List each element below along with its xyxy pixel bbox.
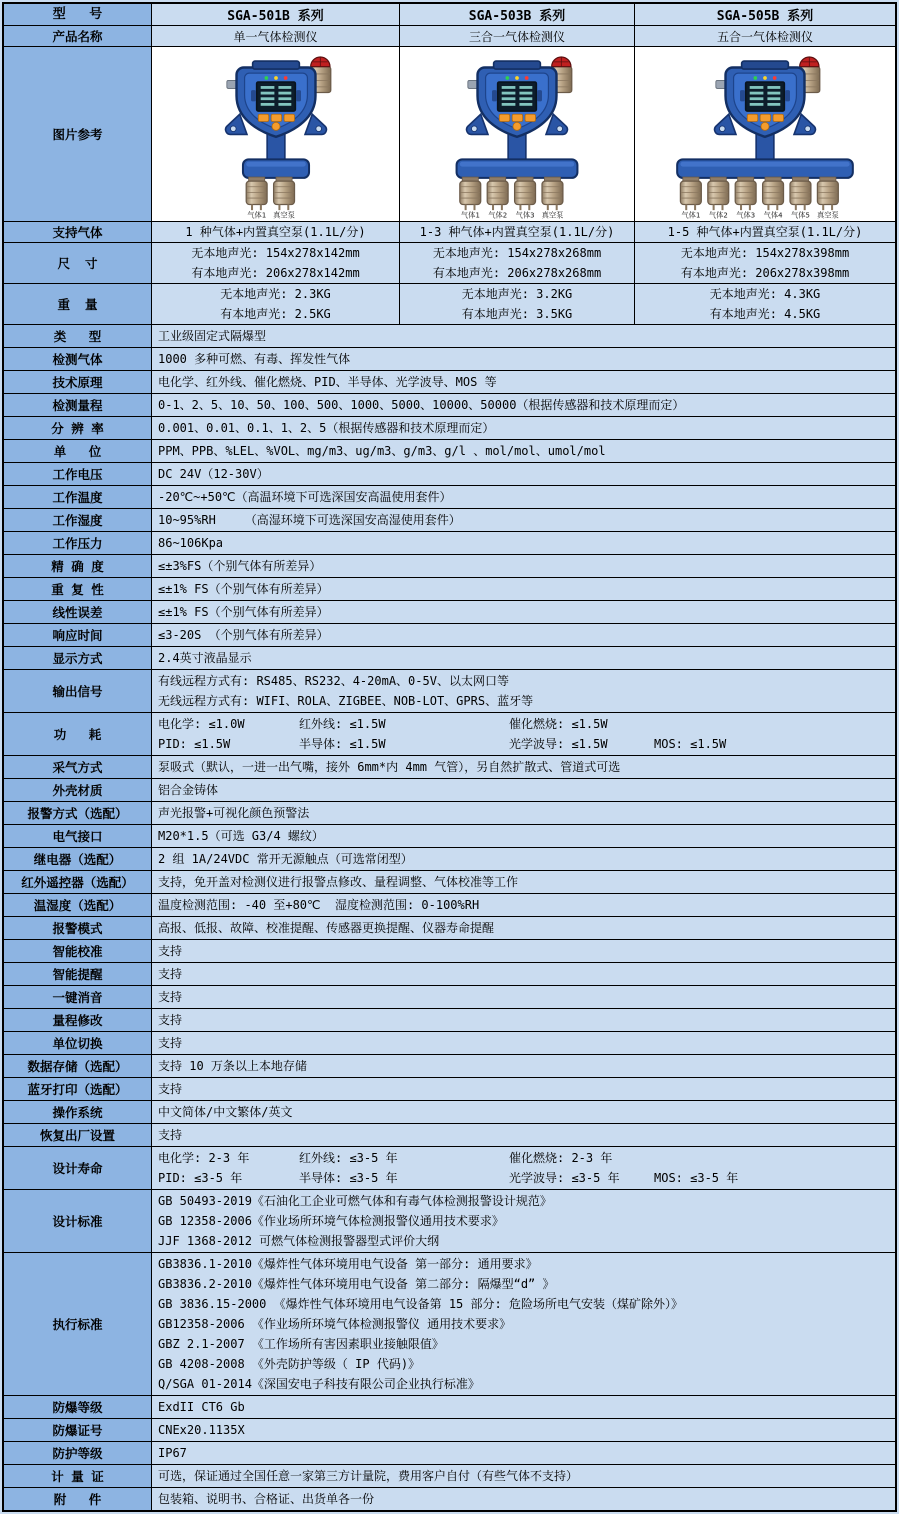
row-value	[152, 802, 895, 824]
table-row	[4, 463, 895, 486]
value-line: GB 50493-2019《石油化工企业可燃气体和有毒气体检测报警设计规范》	[158, 1194, 552, 1208]
value-line: ≤3-20S （个别气体有所差异）	[158, 628, 329, 642]
row-label: 重 复 性	[4, 578, 152, 600]
value-line: -20℃~+50℃（高温环境下可选深国安高温使用套件）	[158, 490, 452, 504]
row-value	[152, 555, 895, 577]
value-segment: PID: ≤1.5W	[158, 737, 231, 751]
row-value	[152, 1419, 895, 1441]
value-line: 中文简体/中文繁体/英文	[158, 1105, 293, 1119]
row-value	[152, 1488, 895, 1510]
table-row	[4, 578, 895, 601]
table-row	[4, 963, 895, 986]
row-value	[152, 1078, 895, 1100]
row-value	[152, 532, 895, 554]
table-row	[4, 417, 895, 440]
row-value	[152, 1442, 895, 1464]
row-value	[152, 713, 895, 755]
value-line: 2 组 1A/24VDC 常开无源触点（可选常闭型）	[158, 852, 413, 866]
row-value	[152, 647, 895, 669]
row-label: 采气方式	[4, 756, 152, 778]
table-row	[4, 348, 895, 371]
value-line: 支持	[158, 1128, 183, 1142]
table-row	[4, 871, 895, 894]
row-value	[152, 871, 895, 893]
value-segment: 催化燃烧: 2-3 年	[509, 1151, 613, 1165]
row-label: 防爆证号	[4, 1419, 152, 1441]
table-row	[4, 1055, 895, 1078]
gas-detector-illustration	[649, 53, 881, 219]
table-row	[4, 917, 895, 940]
row-value	[152, 940, 895, 962]
table-row-model	[4, 4, 895, 26]
row-value	[152, 509, 895, 531]
value-line: 1-5 种气体+内置真空泵(1.1L/分)	[667, 225, 863, 239]
value-line: 电化学、红外线、催化燃烧、PID、半导体、光学波导、MOS 等	[158, 375, 497, 389]
value-segment: 红外线: ≤1.5W	[299, 717, 386, 731]
row-value	[152, 1124, 895, 1146]
value-line: 0.001、0.01、0.1、1、2、5（根据传感器和技术原理而定）	[158, 421, 495, 435]
value-line: 有本地声光: 3.5KG	[461, 307, 573, 321]
value-line: DC 24V（12-30V）	[158, 467, 269, 481]
table-row	[4, 848, 895, 871]
value-line: 无本地声光: 2.3KG	[220, 287, 331, 301]
row-value	[152, 394, 895, 416]
row-value-col	[152, 243, 400, 283]
value-line: 有本地声光: 206x278x268mm	[432, 266, 602, 280]
row-value	[152, 1101, 895, 1123]
sensor-label: 气体4	[763, 210, 783, 219]
value-line: ≤±1% FS（个别气体有所差异）	[158, 605, 329, 619]
table-row	[4, 1147, 895, 1190]
row-label: 智能提醒	[4, 963, 152, 985]
table-row	[4, 486, 895, 509]
table-row	[4, 940, 895, 963]
row-label: 防护等级	[4, 1442, 152, 1464]
row-label: 输出信号	[4, 670, 152, 712]
value-line: GB 4208-2008 《外壳防护等级（ IP 代码)》	[158, 1357, 421, 1371]
table-row-product-name	[4, 26, 895, 47]
sensor-label: 气体3	[736, 210, 756, 219]
row-label: 重 量	[4, 284, 152, 324]
value-line: 无本地声光: 154x278x398mm	[680, 246, 850, 260]
table-row	[4, 1124, 895, 1147]
row-value	[152, 1253, 895, 1395]
row-value	[152, 1009, 895, 1031]
value-line	[158, 714, 889, 734]
row-label: 线性误差	[4, 601, 152, 623]
value-line: 支持	[158, 1013, 183, 1027]
device-image-sga505b	[635, 47, 895, 221]
row-label: 智能校准	[4, 940, 152, 962]
sensor-label: 真空泵	[272, 210, 295, 219]
table-row	[4, 555, 895, 578]
value-line: 支持	[158, 1082, 183, 1096]
value-segment: 红外线: ≤3-5 年	[299, 1151, 398, 1165]
value-line: 无线远程方式有: WIFI、ROLA、ZIGBEE、NOB-LOT、GPRS、蓝牙等	[158, 694, 534, 708]
value-line: GB 12358-2006《作业场所环境气体检测报警仪通用技术要求》	[158, 1214, 504, 1228]
gas-detector-illustration	[160, 53, 392, 219]
row-label-image-reference: 图片参考	[4, 47, 152, 221]
value-line: 支持	[158, 967, 183, 981]
row-label: 工作温度	[4, 486, 152, 508]
row-value	[152, 1396, 895, 1418]
row-label: 继电器（选配）	[4, 848, 152, 870]
row-label: 设计寿命	[4, 1147, 152, 1189]
value-line: ≤±1% FS（个别气体有所差异）	[158, 582, 329, 596]
row-label: 一键消音	[4, 986, 152, 1008]
row-label: 功 耗	[4, 713, 152, 755]
row-value	[152, 463, 895, 485]
row-label: 计 量 证	[4, 1465, 152, 1487]
model-name-sga501b: SGA-501B 系列	[152, 4, 400, 25]
row-value	[152, 624, 895, 646]
row-value	[152, 1190, 895, 1252]
row-value-col	[152, 284, 400, 324]
table-row	[4, 601, 895, 624]
value-line: JJF 1368-2012 可燃气体检测报警器型式评价大纲	[158, 1234, 440, 1248]
row-value	[152, 779, 895, 801]
value-line: 无本地声光: 3.2KG	[461, 287, 573, 301]
row-value	[152, 486, 895, 508]
row-value	[152, 348, 895, 370]
spec-table	[2, 2, 897, 1512]
value-line: 有线远程方式有: RS485、RS232、4-20mA、0-5V、以太网口等	[158, 674, 509, 688]
row-value	[152, 1465, 895, 1487]
value-segment: 光学波导: ≤1.5W	[509, 737, 608, 751]
value-line: ≤±3%FS（个别气体有所差异）	[158, 559, 322, 573]
row-value	[152, 963, 895, 985]
row-label: 报警模式	[4, 917, 152, 939]
table-row	[4, 825, 895, 848]
row-value	[152, 894, 895, 916]
table-row	[4, 371, 895, 394]
row-label: 蓝牙打印（选配）	[4, 1078, 152, 1100]
value-line: 支持，免开盖对检测仪进行报警点修改、量程调整、气体校准等工作	[158, 875, 519, 889]
value-line: PPM、PPB、%LEL、%VOL、mg/m3、ug/m3、g/m3、g/l 、mol/mol、umol/mol	[158, 444, 606, 458]
value-line: 有本地声光: 2.5KG	[220, 307, 331, 321]
row-label: 温湿度（选配）	[4, 894, 152, 916]
value-line: 温度检测范围: -40 至+80℃ 湿度检测范围: 0-100%RH	[158, 898, 480, 912]
row-value	[152, 756, 895, 778]
row-value	[152, 670, 895, 712]
row-value-col	[400, 222, 635, 242]
row-label: 防爆等级	[4, 1396, 152, 1418]
value-segment: 半导体: ≤3-5 年	[299, 1171, 398, 1185]
table-row	[4, 440, 895, 463]
value-line: GB3836.2-2010《爆炸性气体环境用电气设备 第二部分: 隔爆型“d” 》	[158, 1277, 555, 1291]
table-row	[4, 1465, 895, 1488]
value-line: 1-3 种气体+内置真空泵(1.1L/分)	[419, 225, 615, 239]
sensor-label: 气体5	[791, 210, 810, 219]
row-label: 单 位	[4, 440, 152, 462]
model-name-sga503b: SGA-503B 系列	[400, 4, 635, 25]
row-label: 工作压力	[4, 532, 152, 554]
row-label: 恢复出厂设置	[4, 1124, 152, 1146]
table-row	[4, 756, 895, 779]
value-segment: 半导体: ≤1.5W	[299, 737, 386, 751]
product-name-1: 单一气体检测仪	[152, 26, 400, 46]
sensor-label: 真空泵	[816, 210, 839, 219]
value-segment: MOS: ≤1.5W	[654, 737, 727, 751]
row-value	[152, 578, 895, 600]
value-line: 支持	[158, 1036, 183, 1050]
row-label: 单位切换	[4, 1032, 152, 1054]
value-segment: 光学波导: ≤3-5 年	[509, 1171, 620, 1185]
sensor-label: 真空泵	[541, 210, 564, 219]
value-line: GB3836.1-2010《爆炸性气体环境用电气设备 第一部分: 通用要求》	[158, 1257, 538, 1271]
value-line: 1 种气体+内置真空泵(1.1L/分)	[185, 225, 366, 239]
row-label: 精 确 度	[4, 555, 152, 577]
value-line: 支持	[158, 944, 183, 958]
table-row	[4, 1419, 895, 1442]
value-line: Q/SGA 01-2014《深国安电子科技有限公司企业执行标准》	[158, 1377, 480, 1391]
value-segment: 催化燃烧: ≤1.5W	[509, 717, 608, 731]
row-label: 技术原理	[4, 371, 152, 393]
table-row	[4, 394, 895, 417]
row-label: 检测气体	[4, 348, 152, 370]
table-row	[4, 1009, 895, 1032]
row-value	[152, 371, 895, 393]
row-value-col	[400, 284, 635, 324]
value-line: 铝合金铸体	[158, 783, 219, 797]
table-row	[4, 1488, 895, 1510]
row-value	[152, 1032, 895, 1054]
value-line: IP67	[158, 1446, 187, 1460]
sensor-label: 气体2	[488, 210, 508, 219]
value-segment: MOS: ≤3-5 年	[654, 1171, 739, 1185]
value-line: 支持	[158, 990, 183, 1004]
row-label: 检测量程	[4, 394, 152, 416]
value-line: 声光报警+可视化颜色预警法	[158, 806, 310, 820]
table-row	[4, 713, 895, 756]
table-row	[4, 222, 895, 243]
row-label: 外壳材质	[4, 779, 152, 801]
value-line: 无本地声光: 154x278x268mm	[432, 246, 602, 260]
row-value	[152, 601, 895, 623]
row-label: 量程修改	[4, 1009, 152, 1031]
row-value-col	[635, 222, 895, 242]
value-line: 有本地声光: 206x278x142mm	[191, 266, 360, 280]
value-line: 1000 多种可燃、有毒、挥发性气体	[158, 352, 351, 366]
row-value-col	[400, 243, 635, 283]
table-row	[4, 670, 895, 713]
table-row	[4, 779, 895, 802]
table-row	[4, 1253, 895, 1396]
device-image-sga501b	[152, 47, 400, 221]
value-segment: 电化学: ≤1.0W	[158, 717, 245, 731]
row-value-col	[635, 243, 895, 283]
sensor-label: 气体2	[708, 210, 728, 219]
row-label: 操作系统	[4, 1101, 152, 1123]
row-label: 附 件	[4, 1488, 152, 1510]
row-value	[152, 986, 895, 1008]
value-line	[158, 1168, 889, 1188]
value-line: 包装箱、说明书、合格证、出货单各一份	[158, 1492, 375, 1506]
row-value	[152, 825, 895, 847]
row-value	[152, 848, 895, 870]
value-line: GB 3836.15-2000 《爆炸性气体环境用电气设备第 15 部分: 危险场所电气安装（煤矿除外）》	[158, 1297, 683, 1311]
gas-detector-illustration	[401, 53, 633, 219]
value-line: 泵吸式（默认，一进一出气嘴，接外 6mm*内 4mm 气管），另自然扩散式、管道式可选	[158, 760, 621, 774]
table-row	[4, 894, 895, 917]
row-value	[152, 1055, 895, 1077]
table-row	[4, 1190, 895, 1253]
value-line: ExdII CT6 Gb	[158, 1400, 245, 1414]
row-value	[152, 917, 895, 939]
table-row	[4, 284, 895, 325]
value-segment: 电化学: 2-3 年	[158, 1151, 250, 1165]
product-name-3: 五合一气体检测仪	[635, 26, 895, 46]
row-label: 支持气体	[4, 222, 152, 242]
value-line: 有本地声光: 206x278x398mm	[680, 266, 850, 280]
row-label: 尺 寸	[4, 243, 152, 283]
row-value-col	[152, 222, 400, 242]
row-value	[152, 325, 895, 347]
value-line: M20*1.5（可选 G3/4 螺纹）	[158, 829, 324, 843]
row-label: 工作湿度	[4, 509, 152, 531]
row-label: 响应时间	[4, 624, 152, 646]
value-line: 支持 10 万条以上本地存储	[158, 1059, 307, 1073]
value-line: 工业级固定式隔爆型	[158, 329, 267, 343]
table-row	[4, 532, 895, 555]
row-value	[152, 440, 895, 462]
value-segment: PID: ≤3-5 年	[158, 1171, 243, 1185]
value-line: 无本地声光: 4.3KG	[709, 287, 821, 301]
row-value	[152, 1147, 895, 1189]
value-line	[158, 1148, 889, 1168]
value-line: 有本地声光: 4.5KG	[709, 307, 821, 321]
model-name-sga505b: SGA-505B 系列	[635, 4, 895, 25]
table-row	[4, 986, 895, 1009]
table-row	[4, 243, 895, 284]
row-label: 执行标准	[4, 1253, 152, 1395]
row-label: 电气接口	[4, 825, 152, 847]
sensor-label: 气体1	[460, 210, 480, 219]
row-label: 分 辨 率	[4, 417, 152, 439]
row-value-col	[635, 284, 895, 324]
row-label: 设计标准	[4, 1190, 152, 1252]
row-label: 红外遥控器（选配）	[4, 871, 152, 893]
table-row	[4, 624, 895, 647]
sensor-label: 气体3	[515, 210, 535, 219]
row-label: 显示方式	[4, 647, 152, 669]
value-line: CNEx20.1135X	[158, 1423, 245, 1437]
sensor-label: 气体1	[681, 210, 701, 219]
value-line	[158, 734, 889, 754]
value-line: 86~106Kpa	[158, 536, 224, 550]
table-row-image-reference	[4, 47, 895, 222]
row-value	[152, 417, 895, 439]
table-row	[4, 1101, 895, 1124]
table-row	[4, 1032, 895, 1055]
product-name-2: 三合一气体检测仪	[400, 26, 635, 46]
sensor-label: 气体1	[246, 210, 266, 219]
value-line: 10~95%RH （高湿环境下可选深国安高湿使用套件）	[158, 513, 461, 527]
value-line: 高报、低报、故障、校准提醒、传感器更换提醒、仪器寿命提醒	[158, 921, 495, 935]
row-label: 类 型	[4, 325, 152, 347]
row-label-product-name: 产品名称	[4, 26, 152, 46]
value-line: GB12358-2006 《作业场所环境气体检测报警仪 通用技术要求》	[158, 1317, 512, 1331]
value-line: GBZ 2.1-2007 《工作场所有害因素职业接触限值》	[158, 1337, 444, 1351]
table-row	[4, 325, 895, 348]
value-line: 可选，保证通过全国任意一家第三方计量院，费用客户自付（有些气体不支持）	[158, 1469, 579, 1483]
device-image-sga503b	[400, 47, 635, 221]
row-label-model: 型 号	[4, 4, 152, 25]
value-line: 2.4英寸液晶显示	[158, 651, 252, 665]
row-label: 数据存储（选配）	[4, 1055, 152, 1077]
table-row	[4, 802, 895, 825]
table-row	[4, 509, 895, 532]
row-label: 报警方式（选配）	[4, 802, 152, 824]
value-line: 无本地声光: 154x278x142mm	[191, 246, 360, 260]
table-row	[4, 1078, 895, 1101]
row-label: 工作电压	[4, 463, 152, 485]
table-row	[4, 1396, 895, 1419]
table-row	[4, 647, 895, 670]
value-line: 0-1、2、5、10、50、100、500、1000、5000、10000、50000（根据传感器和技术原理而定）	[158, 398, 685, 412]
